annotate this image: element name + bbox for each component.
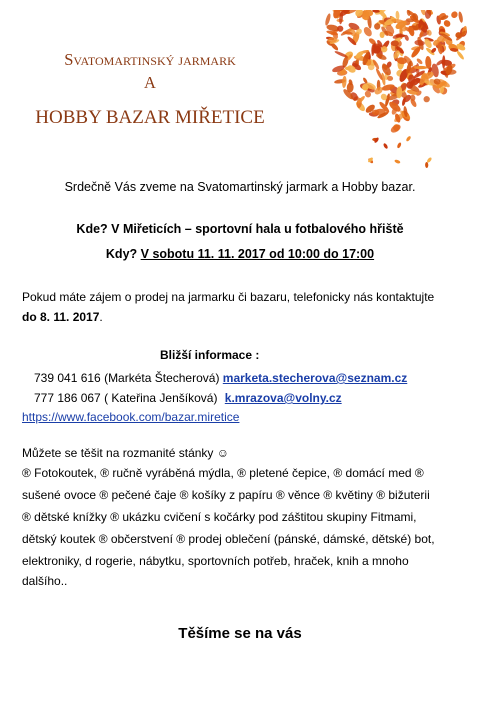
contact-2-phone: 777 186 067 ( Kateřina Jenšíková) <box>34 391 218 405</box>
contact-deadline: do 8. 11. 2017 <box>22 310 100 324</box>
date-label: Kdy? <box>105 247 138 261</box>
falling-leaf-shape <box>425 162 428 168</box>
leaf-shape <box>442 55 445 68</box>
location-line: Kde? V Miřeticích – sportovní hala u fotbalového hřiště <box>76 222 404 236</box>
contact-deadline-line <box>22 310 103 324</box>
stands-line-2: sušené ovoce ® pečené čaje ® košíky z papíru ® věnce ® květiny ® bižuterii <box>22 488 430 502</box>
autumn-leaf-heart-image <box>310 10 480 170</box>
leaf-shape <box>456 50 465 60</box>
closing-text: Těšíme se na vás <box>178 625 302 642</box>
info-heading: Bližší informace : <box>160 348 260 362</box>
date-line <box>0 247 480 261</box>
falling-leaf-shape <box>383 143 389 150</box>
title-line-2: A <box>144 73 156 92</box>
title-line-3: HOBBY BAZAR MIŘETICE <box>35 107 265 128</box>
falling-leaf-shape <box>405 135 411 142</box>
contact-deadline-period: . <box>99 310 103 324</box>
falling-leaf-shape <box>394 159 401 164</box>
facebook-link[interactable]: https://www.facebook.com/bazar.miretice <box>22 410 240 424</box>
falling-leaf-shape <box>396 142 402 149</box>
leaf-shape <box>450 10 459 19</box>
stands-line-3: ® dětské knížky ® ukázku cvičení s kočárky pod záštitou skupiny Fitmami, <box>22 510 417 524</box>
stands-line-4: dětský koutek ® občerstvení ® prodej oblečení (pánské, dámské, dětské) bot, <box>22 532 435 546</box>
contact-row-2 <box>34 391 342 405</box>
leaf-shape <box>458 11 464 23</box>
stands-line-6: dalšího.. <box>22 574 68 588</box>
facebook-link-row <box>22 410 239 424</box>
leaf-shape <box>342 76 347 88</box>
leaf-shape <box>442 19 451 28</box>
leaf-shape <box>380 32 385 38</box>
leaf-shape <box>362 26 373 38</box>
stands-line-1: ® Fotokoutek, ® ručně vyráběná mýdla, ® pletené čepice, ® domácí med ® <box>22 466 424 480</box>
contact-row-1 <box>34 371 407 385</box>
stands-line-5: elektroniky, d rogerie, nábytku, sportovních potřeb, hraček, knih a mnoho <box>22 554 409 568</box>
leaf-shape <box>372 110 379 116</box>
date-value: V sobotu 11. 11. 2017 od 10:00 do 17:00 <box>140 247 375 261</box>
contact-1-email-link[interactable]: marketa.stecherova@seznam.cz <box>222 371 408 385</box>
leaf-shape <box>324 13 331 26</box>
leaf-shape <box>414 40 425 47</box>
contact-1-phone: 739 041 616 (Markéta Štecherová) <box>34 371 220 385</box>
invitation-text: Srdečně Vás zveme na Svatomartinský jarmark a Hobby bazar. <box>64 180 416 194</box>
contact-instruction: Pokud máte zájem o prodej na jarmarku či bazaru, telefonicky nás kontaktujte <box>22 290 435 304</box>
contact-2-email-link[interactable]: k.mrazova@volny.cz <box>224 391 342 405</box>
leaf-shape <box>425 10 432 19</box>
title-line-1: Svatomartinský jarmark <box>64 50 236 69</box>
stands-intro: Můžete se těšit na rozmanité stánky ☺ <box>22 446 230 460</box>
leaf-shape <box>414 66 427 69</box>
leaf-shape <box>423 96 431 103</box>
